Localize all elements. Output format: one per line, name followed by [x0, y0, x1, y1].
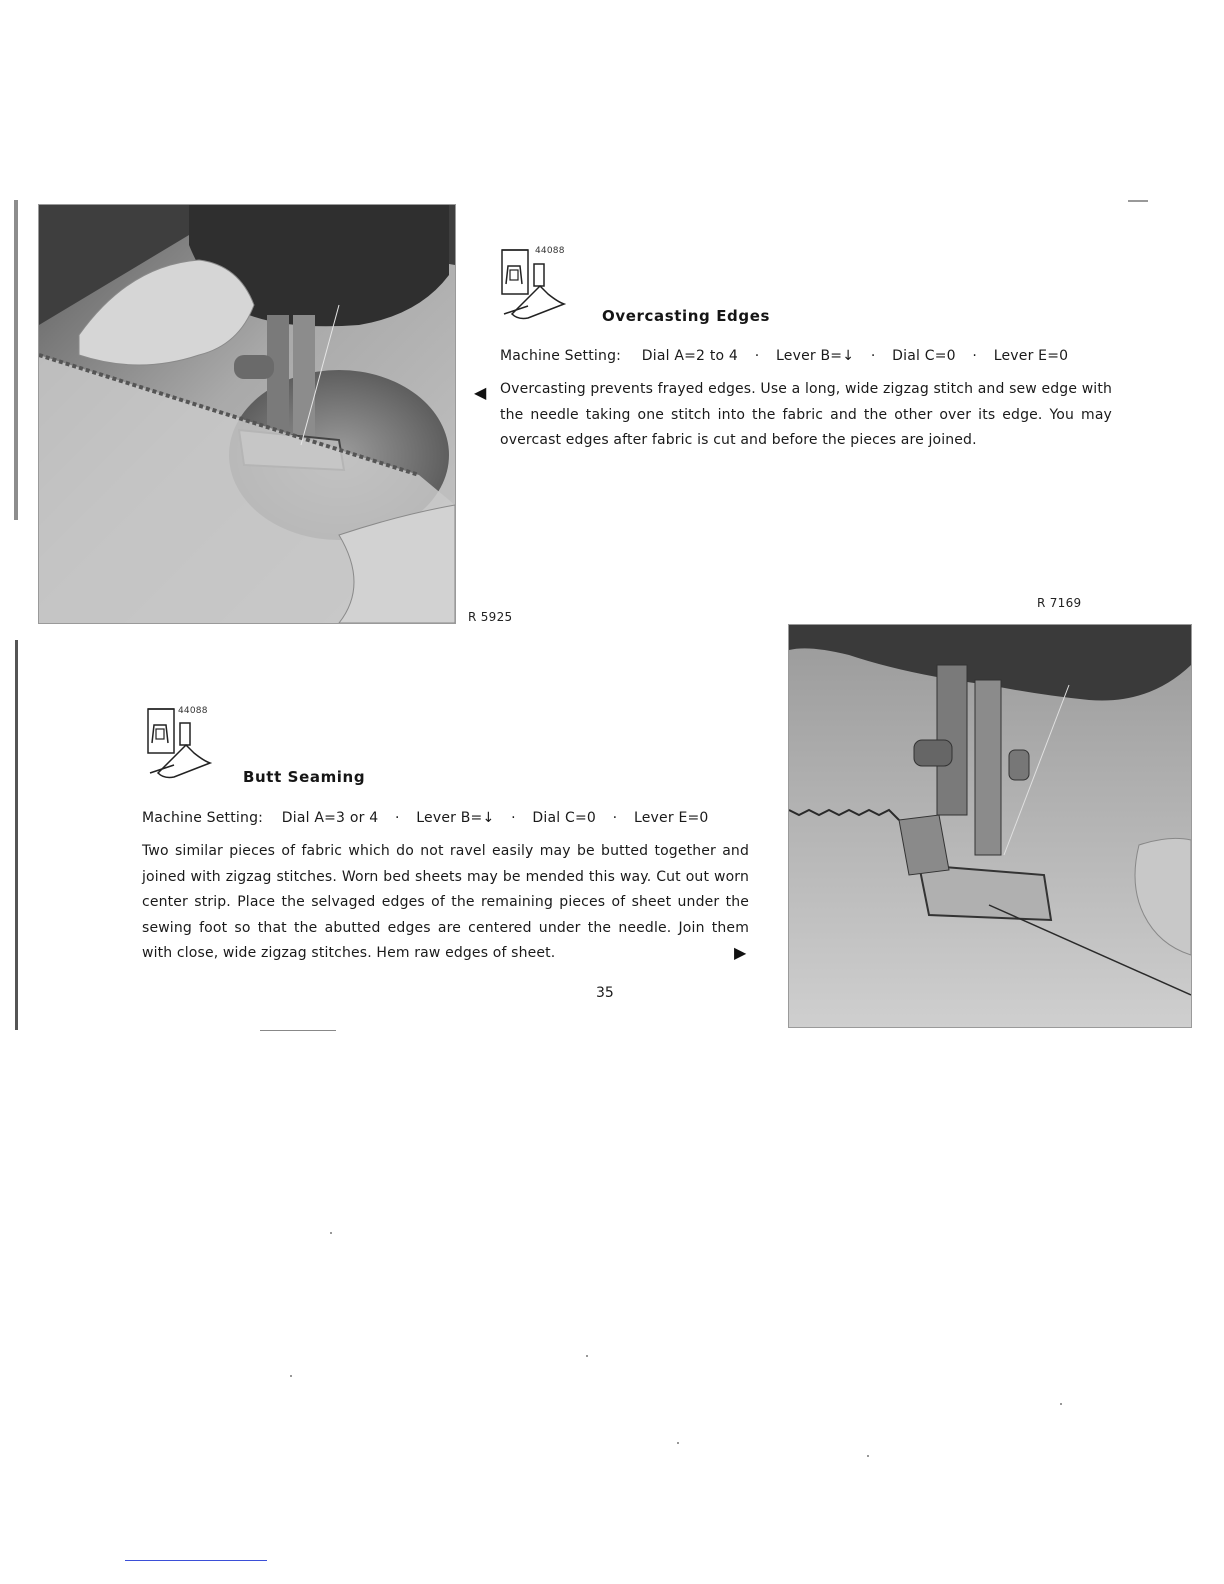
- scan-speck: [330, 1232, 332, 1234]
- separator: ·: [511, 810, 516, 826]
- lever-e-value: Lever E=0: [993, 348, 1069, 364]
- photo-ref-r7169: R 7169: [1037, 596, 1082, 610]
- dial-c-value: Dial C=0: [532, 810, 596, 826]
- separator: ·: [972, 348, 978, 364]
- butt-seaming-description: Two similar pieces of fabric which do not ravel easily may be butted together and joined with zigzag stitches. Worn bed sheets may be mended this way. Cut out worn center strip. Place the selvaged edges of the remaining pieces of sheet under the sewing foot so that the abutted edges are centered under the needle. Join them with close, wide zigzag stitches. Hem raw edges of sheet.: [142, 843, 749, 961]
- machine-setting-overcasting: [500, 348, 1068, 364]
- scan-speck: [290, 1375, 292, 1377]
- scan-speck: [1128, 200, 1148, 202]
- setting-label: Machine Setting:: [500, 348, 622, 364]
- scan-speck: [260, 1030, 336, 1031]
- photo-ref-r5925: R 5925: [468, 610, 513, 624]
- separator: ·: [754, 348, 760, 364]
- machine-setting-butt-seaming: [142, 810, 709, 826]
- scan-edge-mark: [15, 640, 18, 1030]
- dial-c-value: Dial C=0: [892, 348, 956, 364]
- lever-b-value: Lever B=↓: [416, 810, 495, 826]
- arrow-right-icon: ▶: [734, 943, 747, 962]
- separator: ·: [394, 810, 400, 826]
- underline-artifact: [125, 1560, 267, 1561]
- overcasting-illustration: [39, 205, 455, 623]
- separator: ·: [870, 348, 876, 364]
- scan-speck: [1060, 1403, 1062, 1405]
- lever-b-value: Lever B=↓: [776, 348, 855, 364]
- foot-part-number: 44088: [178, 706, 208, 716]
- section-title-overcasting: Overcasting Edges: [602, 307, 771, 325]
- arrow-left-icon: ◀: [474, 383, 487, 402]
- section-title-butt-seaming: Butt Seaming: [243, 768, 366, 786]
- dial-a-value: Dial A=3 or 4: [281, 810, 379, 826]
- dial-a-value: Dial A=2 to 4: [641, 348, 739, 364]
- separator: ·: [612, 810, 618, 826]
- scan-speck: [677, 1442, 679, 1444]
- butt-seaming-illustration: [789, 625, 1191, 1027]
- setting-label: Machine Setting:: [142, 810, 264, 826]
- overcasting-description: Overcasting prevents frayed edges. Use a long, wide zigzag stitch and sew edge with the needle taking one stitch into the fabric and the other over its edge. You may overcast edges after fabric is cut and before the pieces are joined.: [500, 381, 1112, 448]
- lever-e-value: Lever E=0: [633, 810, 709, 826]
- presser-foot-icon: [498, 244, 568, 324]
- page-number: 35: [596, 985, 614, 1001]
- scan-speck: [867, 1455, 869, 1457]
- scan-speck: [586, 1355, 588, 1357]
- scan-edge-mark: [14, 200, 18, 520]
- photo-butt-seaming: [788, 624, 1192, 1028]
- photo-overcasting: [38, 204, 456, 624]
- foot-part-number: 44088: [535, 246, 565, 256]
